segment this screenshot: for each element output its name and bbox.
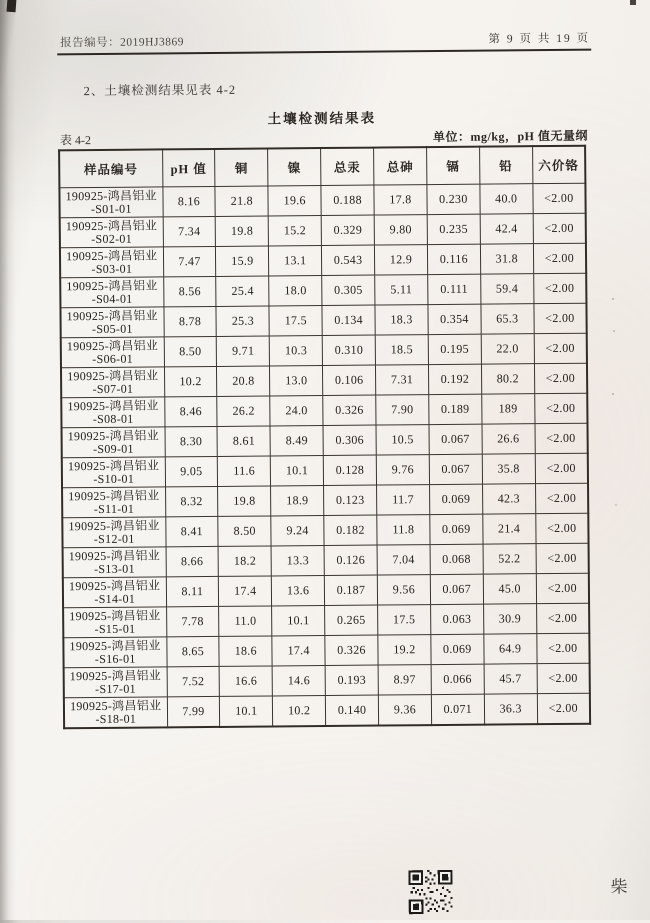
value-cell: <2.00 — [533, 243, 586, 273]
table-row — [60, 243, 586, 278]
table-label: 表 4-2 — [59, 133, 92, 148]
value-cell: 8.46 — [164, 396, 217, 426]
col-header-sample-id: 样品编号 — [59, 149, 162, 187]
sample-id-line1: 190925-鸿昌铝业 — [67, 368, 159, 384]
value-cell: <2.00 — [535, 423, 588, 453]
value-cell: 0.306 — [323, 425, 376, 455]
sample-id-cell — [61, 397, 164, 428]
value-cell: 0.326 — [323, 395, 376, 425]
table-header-row — [59, 146, 585, 188]
col-header-nickel: 镍 — [268, 148, 321, 186]
value-cell: 8.50 — [218, 516, 271, 546]
value-cell: 0.543 — [322, 245, 375, 275]
sample-id-line2: -S09-01 — [92, 441, 134, 456]
sample-id-cell — [62, 517, 165, 548]
value-cell: 11.0 — [219, 606, 272, 636]
value-cell: 11.6 — [218, 456, 271, 486]
sample-id-cell — [60, 247, 163, 278]
table-row — [64, 693, 590, 728]
value-cell: 0.305 — [322, 275, 375, 305]
table-row — [61, 333, 587, 368]
value-cell: 17.5 — [378, 605, 431, 635]
value-cell: 13.0 — [270, 366, 323, 396]
value-cell: 40.0 — [480, 184, 533, 214]
value-cell: 0.128 — [323, 455, 376, 485]
value-cell: 21.4 — [483, 514, 536, 544]
value-cell: 0.071 — [431, 694, 484, 725]
sample-id-line1: 190925-鸿昌铝业 — [68, 578, 161, 594]
value-cell: 18.0 — [269, 276, 322, 306]
value-cell: 59.4 — [480, 274, 533, 304]
value-cell: 17.5 — [269, 306, 322, 336]
sample-id-line2: -S02-01 — [91, 231, 133, 246]
col-header-arsenic: 总砷 — [374, 147, 427, 185]
value-cell: 0.195 — [428, 334, 481, 364]
value-cell: <2.00 — [533, 183, 586, 213]
value-cell: 13.1 — [269, 246, 322, 276]
value-cell: 31.8 — [480, 244, 533, 274]
value-cell: 14.6 — [272, 666, 325, 696]
sample-id-line1: 190925-鸿昌铝业 — [66, 278, 158, 294]
value-cell: 0.126 — [324, 545, 377, 575]
value-cell: 10.1 — [220, 696, 273, 727]
value-cell: 17.4 — [219, 576, 272, 606]
value-cell: 8.32 — [165, 486, 218, 516]
table-row — [61, 393, 587, 428]
sample-id-line1: 190925-鸿昌铝业 — [66, 308, 158, 324]
value-cell: <2.00 — [535, 513, 588, 543]
table-row — [61, 363, 587, 398]
value-cell: 16.6 — [219, 666, 272, 696]
value-cell: 26.2 — [217, 396, 270, 426]
sample-id-cell — [64, 697, 167, 728]
value-cell: <2.00 — [533, 213, 586, 243]
value-cell: 8.41 — [165, 516, 218, 546]
sample-id-line2: -S16-01 — [94, 651, 136, 666]
value-cell: 18.9 — [271, 486, 324, 516]
value-cell: 7.47 — [163, 246, 216, 276]
value-cell: 36.3 — [484, 694, 537, 725]
value-cell: 52.2 — [483, 544, 536, 574]
sample-id-cell — [64, 667, 167, 698]
value-cell: 0.123 — [324, 485, 377, 515]
col-header-cadmium: 镉 — [426, 147, 479, 185]
value-cell: 10.3 — [269, 336, 322, 366]
results-table-body — [59, 183, 590, 728]
table-row — [62, 453, 588, 488]
sample-id-line1: 190925-鸿昌铝业 — [68, 488, 160, 504]
value-cell: 7.90 — [376, 395, 429, 425]
value-cell: 0.326 — [325, 635, 378, 665]
page-header — [60, 30, 590, 51]
value-cell: 15.2 — [268, 216, 321, 246]
value-cell: <2.00 — [537, 693, 590, 724]
value-cell: 0.063 — [430, 604, 483, 634]
table-row — [62, 513, 588, 548]
value-cell: 0.329 — [321, 215, 374, 245]
sample-id-line1: 190925-鸿昌铝业 — [68, 518, 160, 534]
value-cell: 17.4 — [272, 636, 325, 666]
value-cell: 18.3 — [375, 305, 428, 335]
sample-id-cell — [61, 367, 164, 398]
value-cell: <2.00 — [536, 633, 589, 663]
sample-id-line2: -S04-01 — [91, 291, 133, 306]
header-rule — [57, 49, 591, 56]
value-cell: 0.188 — [321, 185, 374, 215]
sample-id-cell — [62, 457, 165, 488]
value-cell: 9.24 — [271, 516, 324, 546]
sample-id-line2: -S11-01 — [93, 501, 135, 516]
value-cell: <2.00 — [535, 483, 588, 513]
sample-id-line1: 190925-鸿昌铝业 — [67, 428, 160, 444]
value-cell: 8.11 — [166, 576, 219, 606]
value-cell: 0.116 — [427, 244, 480, 274]
value-cell: 64.9 — [484, 634, 537, 664]
value-cell: 0.068 — [430, 544, 483, 574]
sample-id-line2: -S15-01 — [94, 621, 136, 636]
col-header-mercury: 总汞 — [321, 148, 374, 186]
value-cell: 8.97 — [378, 665, 431, 695]
sample-id-line1: 190925-鸿昌铝业 — [66, 338, 159, 354]
sample-id-cell — [59, 187, 162, 218]
value-cell: 8.49 — [270, 426, 323, 456]
sample-id-cell — [60, 217, 163, 248]
table-row — [60, 213, 586, 248]
soil-results-table — [58, 145, 591, 730]
reviewer-seal-character: 柴 — [610, 877, 629, 897]
sample-id-cell — [63, 577, 166, 608]
units-note: 单位：mg/kg，pH 值无量纲 — [432, 128, 589, 145]
value-cell: 8.16 — [162, 186, 215, 216]
value-cell: 8.78 — [163, 306, 216, 336]
sample-id-line2: -S03-01 — [91, 261, 133, 276]
sample-id-cell — [62, 487, 165, 518]
value-cell: 189 — [481, 394, 534, 424]
table-row — [62, 483, 588, 518]
sample-id-line1: 190925-鸿昌铝业 — [69, 668, 162, 684]
value-cell: 9.05 — [165, 456, 218, 486]
sample-id-line2: -S10-01 — [93, 471, 135, 486]
table-row — [63, 633, 589, 668]
value-cell: 5.11 — [375, 275, 428, 305]
sample-id-line2: -S06-01 — [92, 351, 134, 366]
value-cell: <2.00 — [536, 543, 589, 573]
section-heading: 2、土壤检测结果见表 4-2 — [83, 82, 237, 99]
value-cell: 13.6 — [272, 576, 325, 606]
value-cell: 9.80 — [374, 215, 427, 245]
sample-id-line2: -S07-01 — [92, 381, 134, 396]
value-cell: <2.00 — [535, 453, 588, 483]
value-cell: 0.106 — [323, 365, 376, 395]
value-cell: 10.1 — [271, 456, 324, 486]
value-cell: 0.189 — [429, 394, 482, 424]
value-cell: 0.354 — [428, 304, 481, 334]
sample-id-line2: -S12-01 — [93, 531, 135, 546]
sample-id-line2: -S17-01 — [95, 681, 136, 696]
table-row — [64, 663, 590, 698]
value-cell: 0.067 — [430, 574, 483, 604]
value-cell: 9.71 — [217, 336, 270, 366]
col-header-lead: 铅 — [479, 146, 532, 184]
value-cell: <2.00 — [534, 303, 587, 333]
value-cell: 11.7 — [377, 485, 430, 515]
sample-id-line1: 190925-鸿昌铝业 — [65, 218, 158, 234]
value-cell: 25.3 — [216, 306, 269, 336]
value-cell: 15.9 — [216, 246, 269, 276]
value-cell: 10.5 — [376, 425, 429, 455]
value-cell: 42.4 — [480, 214, 533, 244]
value-cell: 20.8 — [217, 366, 270, 396]
page-indicator: 第 9 页 共 19 页 — [488, 32, 591, 46]
value-cell: 0.192 — [428, 364, 481, 394]
value-cell: 24.0 — [270, 396, 323, 426]
value-cell: 8.65 — [166, 636, 219, 666]
value-cell: 80.2 — [481, 364, 534, 394]
col-header-ph: pH 值 — [162, 149, 215, 187]
sample-id-line1: 190925-鸿昌铝业 — [66, 248, 158, 264]
qr-code-stamp — [408, 870, 452, 914]
sample-id-line1: 190925-鸿昌铝业 — [69, 638, 161, 654]
value-cell: <2.00 — [536, 573, 589, 603]
sample-id-cell — [63, 637, 166, 668]
value-cell: 0.069 — [430, 514, 483, 544]
sample-id-line2: -S01-01 — [90, 201, 132, 216]
report-number-value: 2019HJ3869 — [120, 36, 184, 49]
sample-id-line2: -S13-01 — [94, 561, 135, 576]
value-cell: 0.193 — [325, 665, 378, 695]
value-cell: 18.2 — [218, 546, 271, 576]
value-cell: <2.00 — [533, 273, 586, 303]
value-cell: 8.61 — [217, 426, 270, 456]
value-cell: 21.8 — [215, 186, 268, 216]
value-cell: 18.6 — [219, 636, 272, 666]
sample-id-line2: -S08-01 — [92, 411, 134, 426]
value-cell: 0.066 — [431, 664, 484, 694]
value-cell: 26.6 — [482, 424, 535, 454]
value-cell: 7.99 — [167, 696, 220, 727]
value-cell: <2.00 — [537, 663, 590, 693]
sample-id-line2: -S18-01 — [95, 711, 137, 726]
sample-id-cell — [62, 427, 165, 458]
value-cell: 18.5 — [375, 335, 428, 365]
sample-id-line1: 190925-鸿昌铝业 — [67, 398, 159, 414]
value-cell: 8.50 — [164, 336, 217, 366]
value-cell: 17.8 — [374, 185, 427, 215]
value-cell: 22.0 — [481, 334, 534, 364]
value-cell: 10.2 — [273, 696, 326, 727]
value-cell: 10.1 — [272, 606, 325, 636]
value-cell: 0.187 — [324, 575, 377, 605]
value-cell: 7.04 — [377, 545, 430, 575]
report-number — [60, 33, 184, 50]
table-row — [59, 183, 585, 218]
value-cell: 10.2 — [164, 366, 217, 396]
value-cell: 0.310 — [322, 335, 375, 365]
sample-id-line1: 190925-鸿昌铝业 — [65, 188, 157, 204]
value-cell: 0.069 — [429, 484, 482, 514]
value-cell: 0.265 — [325, 605, 378, 635]
sample-id-line2: -S14-01 — [94, 591, 136, 606]
value-cell: 0.111 — [428, 274, 481, 304]
value-cell: 19.8 — [216, 216, 269, 246]
value-cell: 7.78 — [166, 606, 219, 636]
value-cell: 42.3 — [482, 484, 535, 514]
table-row — [63, 543, 589, 578]
table-row — [62, 423, 588, 458]
value-cell: <2.00 — [536, 603, 589, 633]
value-cell: 9.56 — [377, 575, 430, 605]
value-cell: 0.067 — [429, 454, 482, 484]
value-cell: 12.9 — [374, 245, 427, 275]
value-cell: <2.00 — [534, 363, 587, 393]
value-cell: 19.6 — [268, 186, 321, 216]
value-cell: 8.66 — [166, 546, 219, 576]
value-cell: 0.134 — [322, 305, 375, 335]
value-cell: 65.3 — [481, 304, 534, 334]
value-cell: 9.76 — [376, 455, 429, 485]
table-row — [60, 273, 586, 308]
value-cell: 0.230 — [427, 184, 480, 214]
sample-id-cell — [61, 337, 164, 368]
sample-id-cell — [63, 547, 166, 578]
value-cell: 13.3 — [271, 546, 324, 576]
value-cell: 35.8 — [482, 454, 535, 484]
value-cell: 45.0 — [483, 574, 536, 604]
sample-id-cell — [60, 277, 163, 308]
table-row — [60, 303, 586, 338]
sample-id-line1: 190925-鸿昌铝业 — [67, 458, 160, 474]
value-cell: 9.36 — [378, 695, 431, 726]
table-row — [63, 573, 589, 608]
sample-id-cell — [63, 607, 166, 638]
table-row — [63, 603, 589, 638]
value-cell: 11.8 — [377, 515, 430, 545]
sample-id-line1: 190925-鸿昌铝业 — [69, 698, 162, 714]
value-cell: <2.00 — [534, 333, 587, 363]
value-cell: 0.069 — [431, 634, 484, 664]
value-cell: 0.182 — [324, 515, 377, 545]
table-title: 土壤检测结果表 — [267, 110, 377, 127]
report-number-label: 报告编号： — [60, 36, 121, 50]
col-header-hex-chromium: 六价铬 — [532, 146, 585, 184]
value-cell: 0.067 — [429, 424, 482, 454]
sample-id-line1: 190925-鸿昌铝业 — [69, 608, 161, 624]
value-cell: 0.235 — [427, 214, 480, 244]
value-cell: 19.8 — [218, 486, 271, 516]
sample-id-cell — [60, 307, 163, 338]
value-cell: 8.56 — [163, 276, 216, 306]
value-cell: <2.00 — [534, 393, 587, 423]
value-cell: 7.34 — [163, 216, 216, 246]
value-cell: 8.30 — [165, 426, 218, 456]
value-cell: 25.4 — [216, 276, 269, 306]
value-cell: 7.52 — [167, 666, 220, 696]
sample-id-line2: -S05-01 — [91, 321, 133, 336]
value-cell: 30.9 — [483, 604, 536, 634]
col-header-copper: 铜 — [215, 148, 268, 186]
sample-id-line1: 190925-鸿昌铝业 — [68, 548, 161, 564]
value-cell: 7.31 — [375, 365, 428, 395]
value-cell: 0.140 — [325, 695, 378, 726]
value-cell: 19.2 — [378, 635, 431, 665]
value-cell: 45.7 — [484, 664, 537, 694]
